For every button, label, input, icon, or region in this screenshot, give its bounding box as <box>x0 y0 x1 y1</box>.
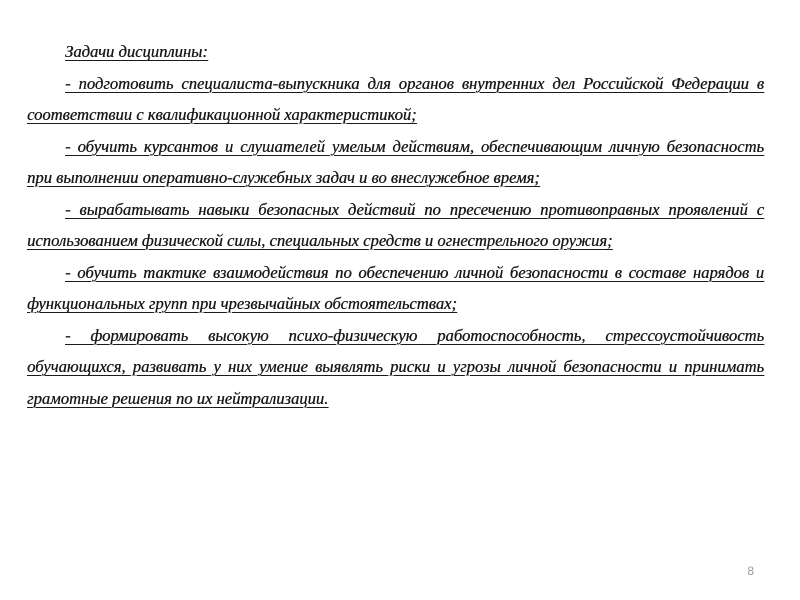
discipline-tasks-block <box>27 36 764 414</box>
task-item-4: - обучить тактике взаимодействия по обеспечению личной безопасности в составе нарядов и функциональных групп при чрезвычайных обстоятельствах; <box>27 262 764 313</box>
task-item-2: - обучить курсантов и слушателей умелым действиям, обеспечивающим личную безопасность при выполнении оперативно-служебных задач и во внеслужебное время; <box>27 136 764 187</box>
task-item-5: - формировать высокую психо-физическую работоспособность, стрессоустойчивость обучающихся, развивать у них умение выявлять риски и угрозы личной безопасности и принимать грамотные решения по их нейтрализации. <box>27 325 764 408</box>
page-number: 8 <box>747 564 754 578</box>
task-item-3: - вырабатывать навыки безопасных действий по пресечению противоправных проявлений с использованием физической силы, специальных средств и огнестрельного оружия; <box>27 199 764 250</box>
task-item-1: - подготовить специалиста-выпускника для органов внутренних дел Российской Федерации в соответствии с квалификационной характеристикой; <box>27 73 764 124</box>
tasks-heading: Задачи дисциплины: <box>65 42 208 61</box>
